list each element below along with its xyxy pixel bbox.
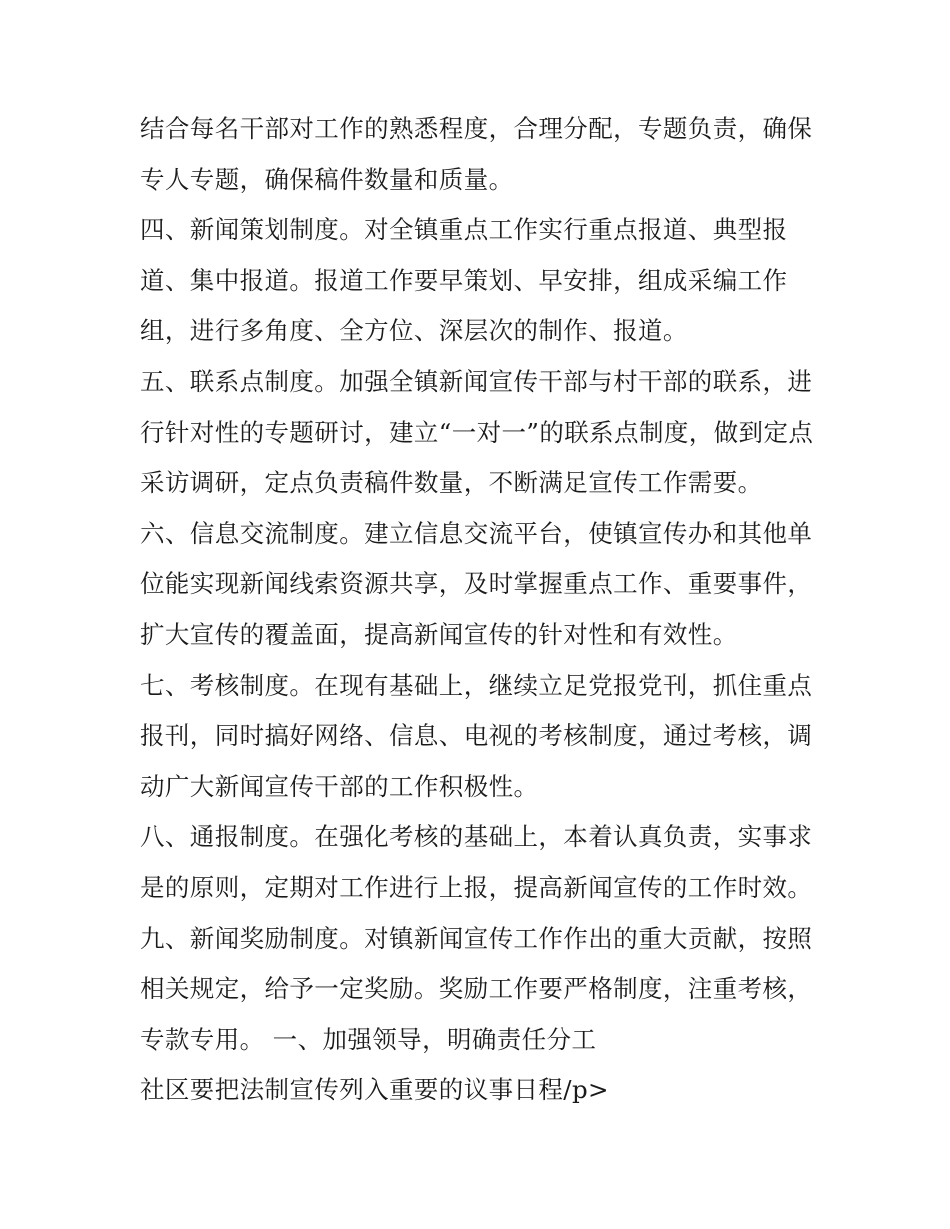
text-line: 七、考核制度。在现有基础上，继续立足党报党刊，抓住重点 [140,670,813,700]
text-line: 结合每名干部对工作的熟悉程度，合理分配，专题负责，确保 [140,114,813,143]
text-line: 组，进行多角度、全方位、深层次的制作、报道。 [140,316,688,346]
text-line: 专人专题，确保稿件数量和质量。 [140,164,514,194]
text-line: 扩大宣传的覆盖面，提高新闻宣传的针对性和有效性。 [140,619,738,649]
text-line: 九、新闻奖励制度。对镇新闻宣传工作作出的重大贡献，按照 [140,923,813,953]
text-line: 采访调研，定点负责稿件数量，不断满足宣传工作需要。 [140,468,763,498]
text-line: 四、新闻策划制度。对全镇重点工作实行重点报道、典型报 [140,215,788,245]
text-line: 八、通报制度。在强化考核的基础上，本着认真负责，实事求 [140,822,813,852]
text-line: 五、联系点制度。加强全镇新闻宣传干部与村干部的联系，进 [140,366,813,396]
text-line: 是的原则，定期对工作进行上报，提高新闻宣传的工作时效。 [140,872,813,902]
text-line: 六、信息交流制度。建立信息交流平台，使镇宣传办和其他单 [140,518,813,548]
text-line: 相关规定，给予一定奖励。奖励工作要严格制度，注重考核， [140,974,813,1004]
text-line: 位能实现新闻线索资源共享，及时掌握重点工作、重要事件， [140,569,813,599]
text-line: 社区要把法制宣传列入重要的议事日程/p> [140,1075,609,1105]
text-line: 报刊，同时搞好网络、信息、电视的考核制度，通过考核，调 [140,721,813,751]
text-line: 行针对性的专题研讨，建立“一对一”的联系点制度，做到定点 [140,417,814,447]
document-body [140,104,830,1116]
text-line: 道、集中报道。报道工作要早策划、早安排，组成采编工作 [140,265,788,295]
text-line: 专款专用。 一、加强领导，明确责任分工 [140,1024,597,1054]
text-line: 动广大新闻宣传干部的工作积极性。 [140,771,539,801]
